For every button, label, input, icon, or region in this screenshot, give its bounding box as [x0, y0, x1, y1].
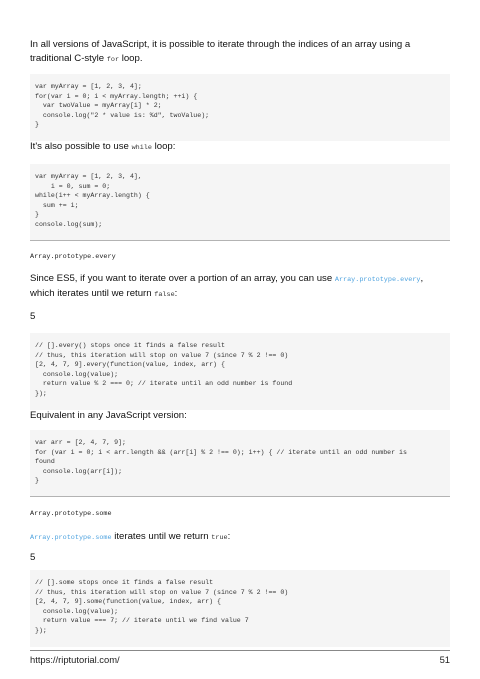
section-divider [30, 240, 450, 241]
section-divider [30, 496, 450, 497]
some-paragraph [30, 530, 450, 545]
inline-code-true: true [211, 534, 228, 542]
code-block-every: // [].every() stops once it finds a false result // thus, this iteration will stop on value 7 (since 7 % 2 !== 0) [2, 4, 7, 9].every(function(value, index, arr) { console.log(value); return value % 2 === 0; // iterate until an odd number is found }); [30, 333, 450, 410]
section-title-every: Array.prototype.every [30, 253, 116, 261]
while-text: It's also possible to use [30, 141, 132, 152]
code-block-for-loop: var myArray = [1, 2, 3, 4]; for(var i = 0; i < myArray.length; ++i) { var twoValue = myArray[i] * 2; console.log("2 * value is: %d", twoValue); } [30, 74, 450, 141]
equivalent-paragraph: Equivalent in any JavaScript version: [30, 410, 187, 421]
section-title-some: Array.prototype.some [30, 510, 112, 518]
some-text-2: : [227, 531, 231, 542]
code-block-some: // [].some stops once it finds a false result // thus, this iteration will stop on value 7 (since 7 % 2 !== 0) [2, 4, 7, 9].some(function(value, index, arr) { console.log(value); return value === 7; // iterate until we find value 7 }); [30, 570, 450, 647]
inline-code-false: false [154, 291, 175, 299]
every-text-3: : [174, 288, 178, 299]
intro-text-end: loop. [119, 53, 143, 64]
intro-paragraph [30, 38, 450, 67]
intro-text: In all versions of JavaScript, it is possible to iterate through the indices of an array using a traditional C-style [30, 39, 411, 64]
some-link[interactable]: Array.prototype.some [30, 534, 112, 542]
some-text: iterates until we return [111, 531, 212, 542]
code-block-while-loop: var myArray = [1, 2, 3, 4], i = 0, sum = 0; while(i++ < myArray.length) { sum += i; } console.log(sum); [30, 164, 450, 241]
while-paragraph [30, 140, 450, 155]
inline-code-for: for [106, 56, 120, 64]
some-result: 5 [30, 552, 36, 563]
every-result: 5 [30, 311, 36, 322]
footer-divider [30, 650, 450, 651]
inline-code-while: while [131, 144, 152, 152]
every-link[interactable]: Array.prototype.every [334, 276, 421, 284]
every-text: Since ES5, if you want to iterate over a portion of an array, you can use [30, 273, 335, 284]
every-paragraph [30, 272, 450, 302]
page-number: 51 [439, 654, 450, 665]
every-text-2: , which iterates until we return [30, 273, 424, 299]
code-block-equivalent: var arr = [2, 4, 7, 9]; for (var i = 0; i < arr.length && (arr[i] % 2 !== 0); i++) { // iterate until an odd number is found console.log(arr[i]); } [30, 430, 450, 497]
footer-url-link[interactable]: https://riptutorial.com/ [30, 654, 120, 665]
while-text-end: loop: [151, 141, 176, 152]
